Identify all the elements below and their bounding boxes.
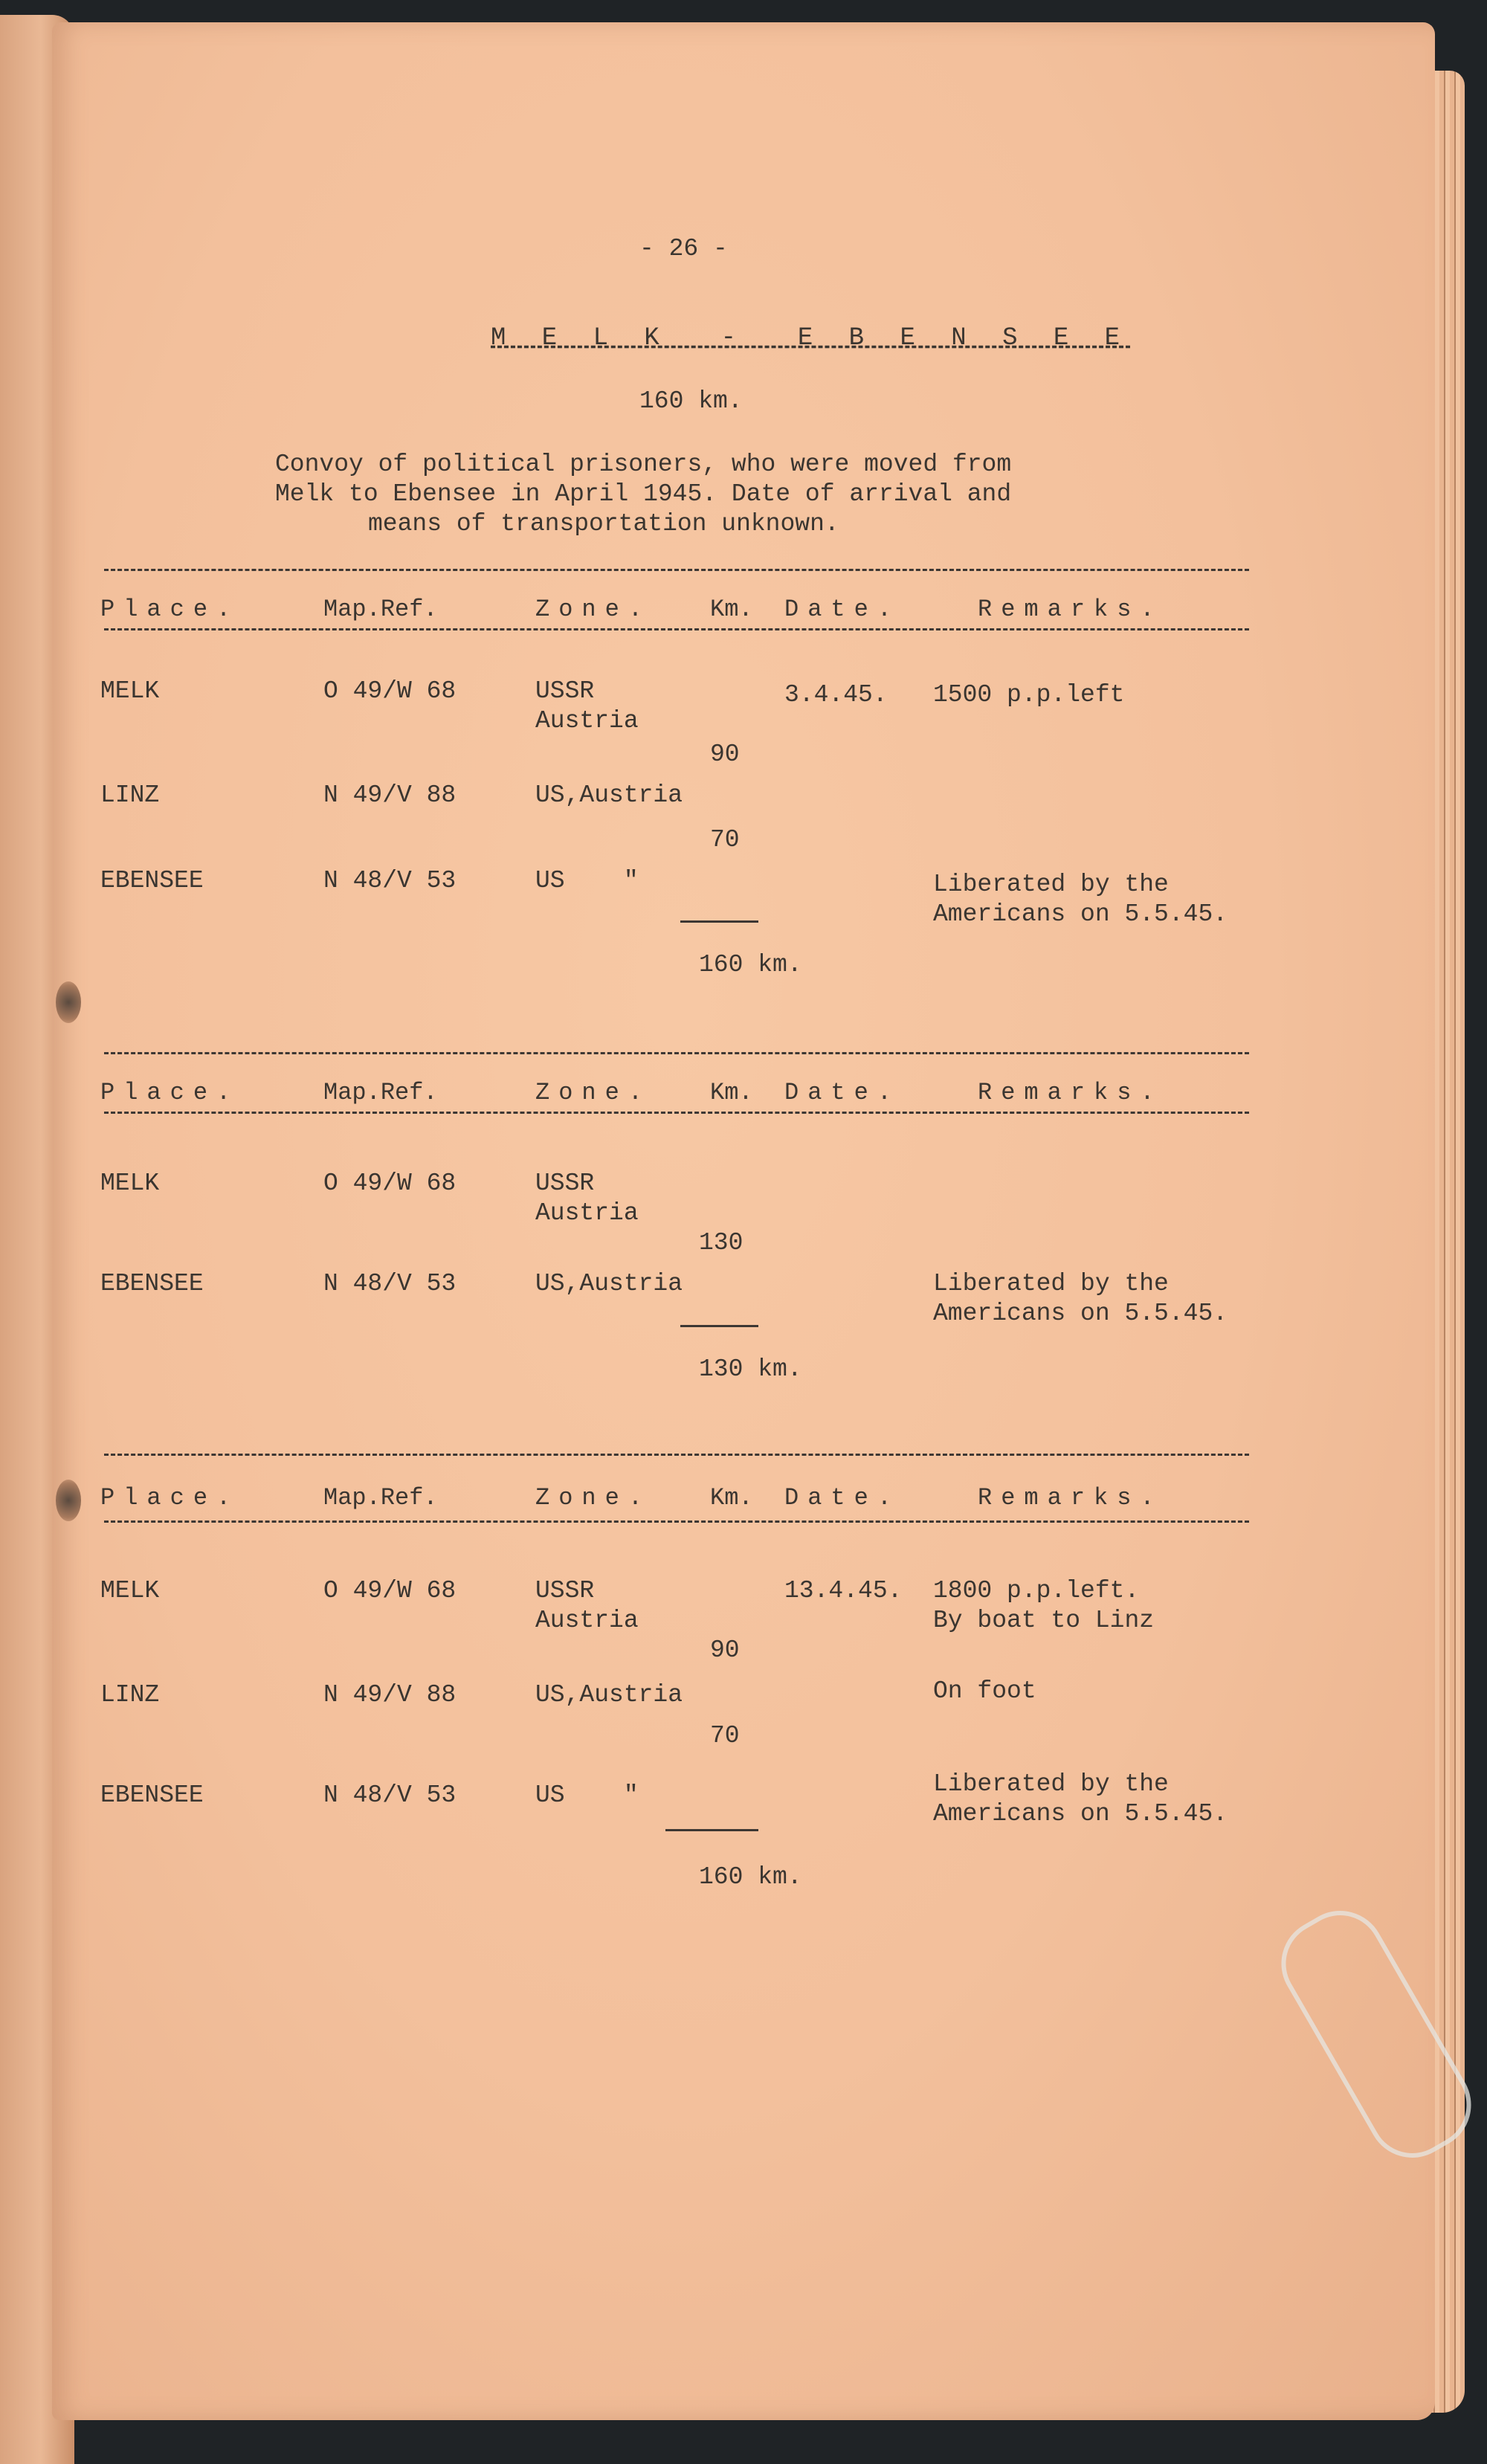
map-ref-cell: N 48/V 53 — [323, 1781, 457, 1809]
zone-cell-line-1: US,Austria — [535, 1270, 683, 1297]
punch-hole-bottom — [56, 1480, 81, 1521]
intro-line-2: Melk to Ebensee in April 1945. Date of arrival and — [275, 480, 1012, 508]
table-1-total: 160 km. — [699, 951, 802, 978]
remarks-cell-line-1: 1800 p.p.left. — [933, 1577, 1140, 1604]
leg-km: 90 — [710, 741, 740, 768]
table-3-col-date: Date. — [784, 1484, 901, 1512]
map-ref-cell: N 49/V 88 — [323, 781, 457, 809]
table-1-top-rule — [104, 569, 1249, 571]
table-3-top-rule — [104, 1454, 1249, 1456]
table-3-header-rule — [104, 1520, 1249, 1523]
table-2-top-rule — [104, 1052, 1249, 1054]
zone-cell-line-2: Austria — [535, 707, 639, 735]
table-1-col-place: Place. — [100, 596, 240, 623]
document-title: M E L K - E B E N S E E — [491, 324, 1131, 352]
zone-cell-line-1: USSR — [535, 1577, 595, 1604]
place-cell: EBENSEE — [100, 1781, 204, 1809]
zone-cell-line-1: US,Austria — [535, 781, 683, 809]
table-3-col-zone: Zone. — [535, 1484, 652, 1512]
remarks-cell-line-2: By boat to Linz — [933, 1607, 1155, 1634]
table-3-col-km: Km. — [710, 1484, 753, 1512]
place-cell: MELK — [100, 677, 160, 705]
table-2-col-zone: Zone. — [535, 1079, 652, 1106]
zone-cell-line-1: US " — [535, 867, 639, 894]
place-cell: MELK — [100, 1170, 160, 1197]
table-1-col-date: Date. — [784, 596, 901, 623]
date-cell: 3.4.45. — [784, 681, 888, 709]
table-2-header-rule — [104, 1112, 1249, 1114]
table-1-col-zone: Zone. — [535, 596, 652, 623]
table-2-col-place: Place. — [100, 1079, 240, 1106]
map-ref-cell: O 49/W 68 — [323, 1170, 457, 1197]
punch-hole-top — [56, 981, 81, 1023]
zone-cell-line-2: Austria — [535, 1607, 639, 1634]
place-cell: EBENSEE — [100, 867, 204, 894]
place-cell: LINZ — [100, 1681, 160, 1709]
place-cell: EBENSEE — [100, 1270, 204, 1297]
remarks-cell: 1500 p.p.left — [933, 681, 1125, 709]
table-1-col-map-ref: Map.Ref. — [323, 596, 438, 623]
table-1-header-rule — [104, 628, 1249, 630]
map-ref-cell: O 49/W 68 — [323, 1577, 457, 1604]
zone-cell-line-1: USSR — [535, 1170, 595, 1197]
zone-cell-line-1: US " — [535, 1781, 639, 1809]
place-cell: MELK — [100, 1577, 160, 1604]
sum-rule — [680, 1325, 758, 1327]
table-2-total: 130 km. — [699, 1355, 802, 1383]
map-ref-cell: O 49/W 68 — [323, 677, 457, 705]
remarks-cell-line-1: Liberated by the — [933, 871, 1169, 898]
map-ref-cell: N 48/V 53 — [323, 1270, 457, 1297]
remarks-cell-line-2: Americans on 5.5.45. — [933, 900, 1228, 928]
document-page — [52, 22, 1435, 2420]
intro-line-1: Convoy of political prisoners, who were moved from — [275, 451, 1012, 478]
table-3-col-remarks: Remarks. — [978, 1484, 1164, 1512]
leg-km: 70 — [710, 1722, 740, 1749]
zone-cell-line-1: US,Austria — [535, 1681, 683, 1709]
remarks-cell: On foot — [933, 1677, 1036, 1705]
table-1-col-km: Km. — [710, 596, 753, 623]
table-1-col-remarks: Remarks. — [978, 596, 1164, 623]
page-number: - 26 - — [639, 235, 728, 262]
leg-km: 130 — [699, 1229, 744, 1257]
map-ref-cell: N 49/V 88 — [323, 1681, 457, 1709]
table-3-col-map-ref: Map.Ref. — [323, 1484, 438, 1512]
remarks-cell-line-2: Americans on 5.5.45. — [933, 1800, 1228, 1828]
table-3-total: 160 km. — [699, 1863, 802, 1891]
zone-cell-line-1: USSR — [535, 677, 595, 705]
total-distance: 160 km. — [639, 387, 743, 415]
remarks-cell-line-2: Americans on 5.5.45. — [933, 1300, 1228, 1327]
remarks-cell-line-1: Liberated by the — [933, 1270, 1169, 1297]
intro-line-3: means of transportation unknown. — [368, 510, 839, 538]
table-2-col-date: Date. — [784, 1079, 901, 1106]
table-2-col-remarks: Remarks. — [978, 1079, 1164, 1106]
zone-cell-line-2: Austria — [535, 1199, 639, 1227]
sum-rule — [680, 920, 758, 923]
table-3-col-place: Place. — [100, 1484, 240, 1512]
table-2-col-km: Km. — [710, 1079, 753, 1106]
date-cell: 13.4.45. — [784, 1577, 903, 1604]
remarks-cell-line-1: Liberated by the — [933, 1770, 1169, 1798]
map-ref-cell: N 48/V 53 — [323, 867, 457, 894]
leg-km: 70 — [710, 826, 740, 854]
sum-rule — [665, 1829, 758, 1831]
place-cell: LINZ — [100, 781, 160, 809]
leg-km: 90 — [710, 1636, 740, 1664]
table-2-col-map-ref: Map.Ref. — [323, 1079, 438, 1106]
